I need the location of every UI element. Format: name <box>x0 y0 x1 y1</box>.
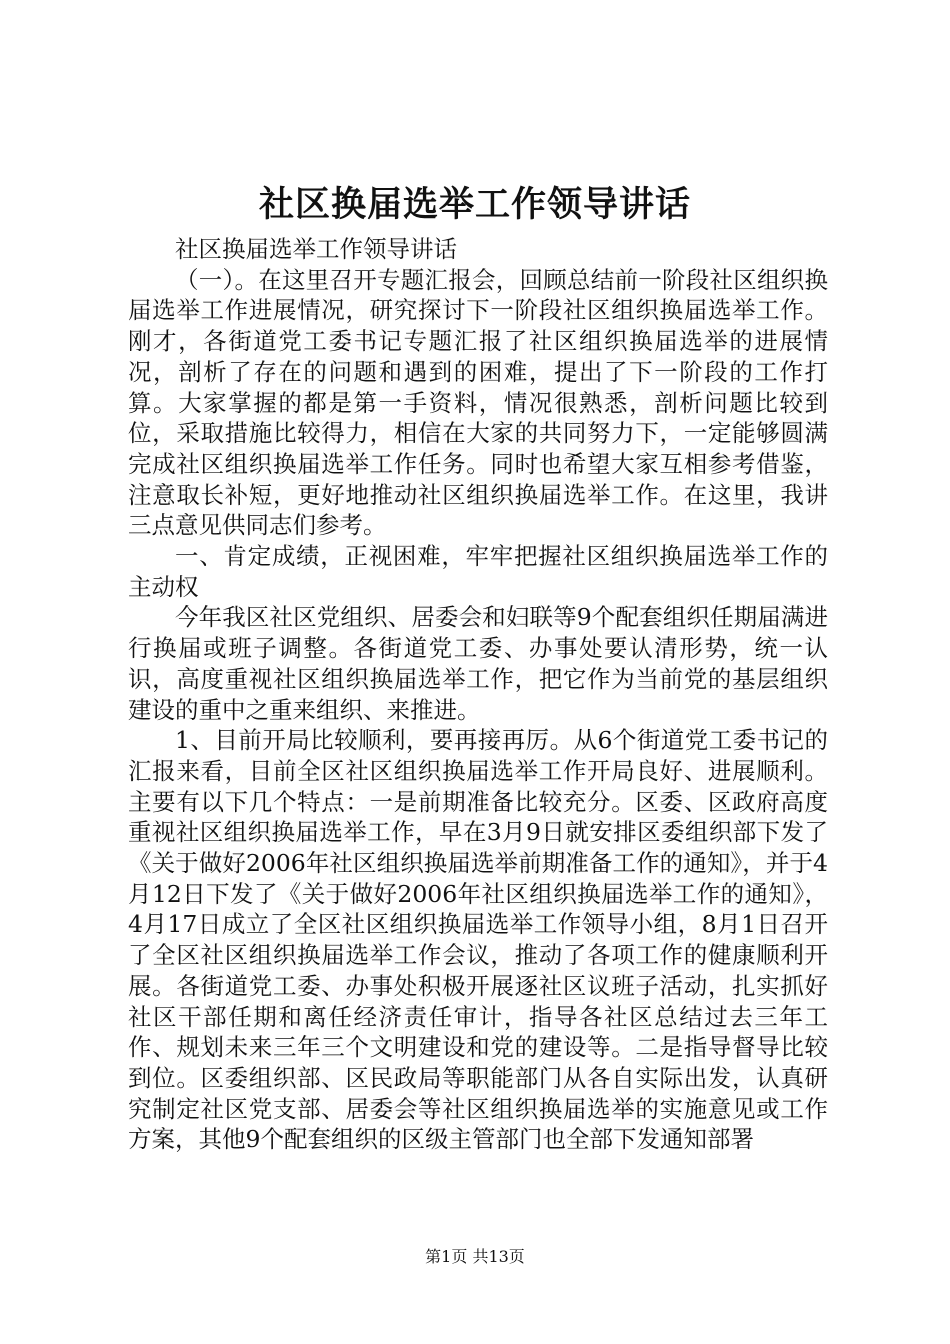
document-body <box>128 234 828 1155</box>
document-title: 社区换届选举工作领导讲话 <box>258 184 691 225</box>
section-heading-1: 一、肯定成绩，正视困难，牢牢把握社区组织换届选举工作的主动权 <box>128 542 828 601</box>
paragraph-heading-repeat: 社区换届选举工作领导讲话 <box>175 235 457 263</box>
paragraph-item-1: 1、目前开局比较顺利，要再接再厉。从6个街道党工委书记的汇报来看，目前全区社区组织换届选举工作开局良好、进展顺利。主要有以下几个特点：一是前期准备比较充分。区委、区政府高度重视社区组织换届选举工作，早在3月9日就安排区委组织部下发了《关于做好2006年社区组织换届选举前期准备工作的通知》，并于4月12日下发了《关于做好2006年社区组织换届选举工作的通知》，4月17日成立了全区社区组织换届选举工作领导小组，8月1日召开了全区社区组织换届选举工作会议，推动了各项工作的健康顺利开展。各街道党工委、办事处积极开展逐社区议班子活动，扎实抓好社区干部任期和离任经济责任审计，指导各社区总结过去三年工作、规划未来三年三个文明建设和党的建设等。二是指导督导比较到位。区委组织部、区民政局等职能部门从各自实际出发，认真研究制定社区党支部、居委会等社区组织换届选举的实施意见或工作方案，其他9个配套组织的区级主管部门也全部下发通知部署 <box>128 726 828 1154</box>
paragraph-intro: （一）。在这里召开专题汇报会，回顾总结前一阶段社区组织换届选举工作进展情况，研究探讨下一阶段社区组织换届选举工作。刚才，各街道党工委书记专题汇报了社区组织换届选举的进展情况，剖析了存在的问题和遇到的困难，提出了下一阶段的工作打算。大家掌握的都是第一手资料，情况很熟悉，剖析问题比较到位，采取措施比较得力，相信在大家的共同努力下，一定能够圆满完成社区组织换届选举工作任务。同时也希望大家互相参考借鉴，注意取长补短，更好地推动社区组织换届选举工作。在这里，我讲三点意见供同志们参考。 <box>128 265 828 540</box>
paragraph-section-1: 今年我区社区党组织、居委会和妇联等9个配套组织任期届满进行换届或班子调整。各街道党工委、办事处要认清形势，统一认识，高度重视社区组织换届选举工作，把它作为当前党的基层组织建设的重中之重来组织、来推进。 <box>128 603 828 724</box>
page-number-footer: 第1页 共13页 <box>425 1247 525 1266</box>
